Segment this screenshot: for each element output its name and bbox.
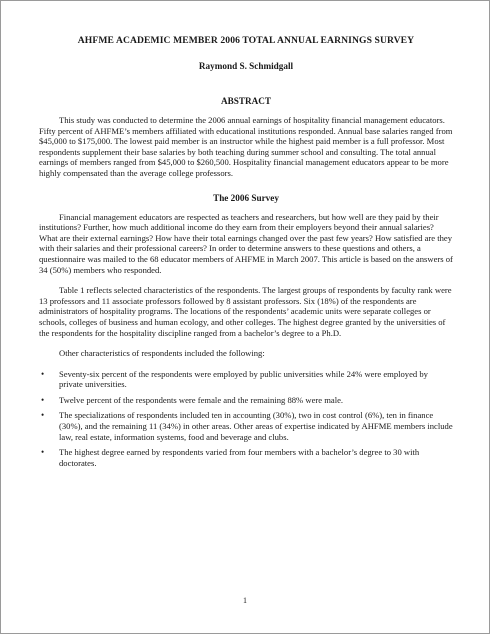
page-content <box>39 35 453 473</box>
page-number: 1 <box>243 596 247 605</box>
list-item: • Twelve percent of the respondents were female and the remaining 88% were male. <box>39 395 453 406</box>
characteristics-list <box>39 369 453 469</box>
survey-paragraph-3: Other characteristics of respondents included the following: <box>59 348 265 359</box>
author-name: Raymond S. Schmidgall <box>198 61 294 71</box>
list-item: • The specializations of respondents included ten in accounting (30%), two in cost control (6%), ten in finance (30%), and the remaining 11 (34%) in other areas. Other areas of expertise indicated by AHFME members include law, real estate, information systems, food and beverage and clubs. <box>39 410 453 442</box>
list-item: • Seventy-six percent of the respondents were employed by public universities while 24% were employed by private universities. <box>39 369 453 390</box>
abstract-paragraph: This study was conducted to determine the 2006 annual earnings of hospitality financial management educators. Fifty percent of AHFME’s members affiliated with educational institutions responded. Annual base salaries ranged from $45,000 to $175,000. The lowest paid member is an instructor while the highest paid member is a full professor. Most respondents supplement their base salaries by both teaching during summer school and consulting. The total annual earnings of members ranged from $45,000 to $260,500. Hospitality financial management educators appear to be more highly compensated than the average college professors. <box>39 115 453 178</box>
survey-paragraph-2: Table 1 reflects selected characteristics of the respondents. The largest groups of respondents by faculty rank were 13 professors and 11 associate professors followed by 8 assistant professors. Six (18%) of the respondents are administrators of hospitality programs. The locations of the respondents’ academic units were separate colleges or schools, colleges of business and human ecology, and other colleges. The highest degree granted by the universities of the respondents for the hospitality discipline ranged from a bachelor’s degree to a Ph.D. <box>39 285 452 338</box>
document-title: AHFME ACADEMIC MEMBER 2006 TOTAL ANNUAL EARNINGS SURVEY <box>77 35 415 46</box>
abstract-heading: ABSTRACT <box>220 96 272 106</box>
list-item: • The highest degree earned by respondents varied from four members with a bachelor’s degree to 30 with doctorates. <box>39 447 453 468</box>
survey-paragraph-1: Financial management educators are respected as teachers and researchers, but how well are they paid by their institutions? Further, how much additional income do they earn from their employers beyond their annual salaries? What are their external earnings? How have their total earnings changed over the past few years? How satisfied are they with their salaries and their professional careers? In order to determine answers to these questions and others, a questionnaire was mailed to the 68 educator members of AHFME in March 2007. This article is based on the answers of 34 (50%) members who responded. <box>39 211 453 275</box>
survey-heading: The 2006 Survey <box>213 192 279 203</box>
